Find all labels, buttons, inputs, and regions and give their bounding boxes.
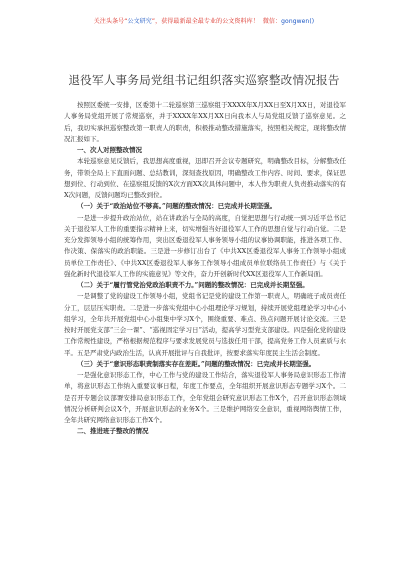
subheading-status: 已完成并长期坚强。 <box>217 202 277 211</box>
paragraph-item-2: 一是调整了党的建设工作领导小组，党组书记是党的建设工作第一职责人，明确班子成员责任分工，层层压实职责。二是进一步落实党组中心小组理论学习规划，持续开展党组理论学习中心小组学习，全年共开展党组中心小组集中学习X个，围绕重要、难点、热点问题开展讨论交流。三是按时开展党支部“三会一课”、“巡视固定学习日”活动，提高学习型党支部建设。四是强化党的建设工作常规性建设，严格根据规范程序与要求发展党员与选拔任用干部，提高党务工作人员素质与水平。五是严肃党内政治生活，认真开展批评与自我批评，按要求落实年度民主生活会制度。 <box>64 292 346 357</box>
banner-contact-id: gongwen() <box>281 18 315 25</box>
banner-contact-label: 微信： <box>262 18 282 25</box>
subheading-item-3 <box>64 359 346 370</box>
paragraph-item-3: 一是强化意识形态工作，中心工作与党的建设工作结合，落实退役军人事务局意识形态工作清单，将意识形态工作纳入重要议事日程，年度工作要点，全年组织开展意识形态专题学习X个。二是召开专题会议部署安排局意识形态工作，全年党组会研究意识形态工作X个，召开意识形态领域情况分析研判会议X个，开展意识形态的业务X个。三是维护网络安全意识，重视网络舆情工作，全年共研究网络意识形态工作X个。 <box>64 371 346 424</box>
banner-suffix: ”，获得最新最全最专业的公文资料库！ <box>151 18 259 25</box>
paragraph-section-1: 本轮巡察意见反馈后，我思想高度重视，迅即召开会议专题研究，明确整改目标，分解整改任务，带领全局上下直面问题、总结教训，深刻查找原因，明确整改工作内容、时间、要求，保证思想到位、行动到位、在巡察组反馈的X次方面XX次具体问题中，本人作为职责人负责推动落实的有X次问题，反馈问题均已整改到位。 <box>64 157 346 199</box>
subheading-item-1 <box>64 201 346 212</box>
subheading-label: （三）关于“意识形态职责制落实存在差距。”问题的整改情况： <box>77 359 257 368</box>
subheading-label: （一）关于“政治站位不够高。”问题的整改情况： <box>77 202 218 211</box>
subheading-label: （二）关于“履行管党治党政治职责不力。”问题的整改情况： <box>77 281 251 289</box>
subheading-status: 已完成并长期坚强。 <box>256 359 316 368</box>
header-banner <box>0 16 408 25</box>
subheading-item-2 <box>64 280 346 291</box>
heading-section-1: 一、次人对照整改情况 <box>77 146 142 154</box>
banner-prefix: 关注头条号“ <box>93 18 128 25</box>
paragraph-item-1: 一是进一步提升政治站位，站在讲政治与全局的高度，自觉把思想与行动统一到习近平总书记关于退役军人工作的重要指示精神上来，切实增强当好退役军人工作的思想自觉与行动自觉。二是充分发挥领导小组的统筹作用，突出区委退役军人事务领导小组的议事协调职能，推进各项工作、作决策、保落实的政治职能。三是进一步修订出台了《中共XX区委退役军人事务工作领导小组成员单位工作责任》、《中共XX区委退役军人事务工作领导小组成员单位联络员工作责任》与《关于强化新时代退役军人工作的实施意见》等文件，奋力开创新时代XX区退役军人工作新局面。 <box>64 213 346 278</box>
subheading-status: 已完成并长期坚强。 <box>250 281 309 289</box>
paragraph-intro: 按照区委统一安排，区委第十二轮巡察第三巡察组于XXXX年X月XX日至X月XX日，对退役军人事务局党组开展了常规巡察，并于XXXX年XX月XX日向我本人与局党组反馈了巡察意见。之后，我切实承担巡察整改第一职责人的职责，积极推动整改措施落实，按照相关规定，现将整改情况汇报如下。 <box>64 101 346 143</box>
document-title: 退役军人事务局党组书记组织落实巡察整改情况报告 <box>68 73 340 87</box>
heading-section-2: 二、推进班子整改的情况 <box>77 427 149 436</box>
document-body <box>64 100 346 438</box>
banner-account[interactable]: 公文研究 <box>127 18 152 25</box>
